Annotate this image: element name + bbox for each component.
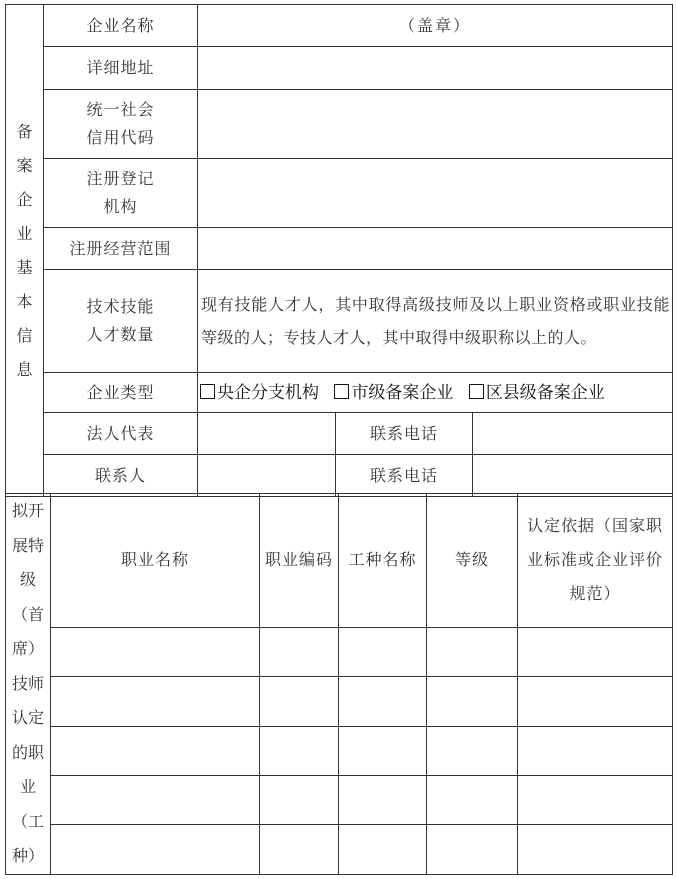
company-name-label: 企业名称 — [44, 5, 198, 47]
occupation-name-cell[interactable] — [51, 677, 260, 726]
header-trade-name: 工种名称 — [339, 494, 427, 628]
occupation-table — [5, 493, 673, 875]
level-cell[interactable] — [427, 726, 518, 775]
basic-info-table — [5, 4, 673, 497]
phone-field-1[interactable] — [473, 413, 673, 455]
occupation-name-cell[interactable] — [51, 825, 260, 874]
talent-label: 技术技能 人才数量 — [44, 270, 198, 373]
address-label: 详细地址 — [44, 47, 198, 90]
level-cell[interactable] — [427, 825, 518, 874]
basis-cell[interactable] — [518, 775, 673, 824]
credit-code-label: 统一社会 信用代码 — [44, 90, 198, 159]
header-occupation-code: 职业编码 — [260, 494, 339, 628]
level-cell[interactable] — [427, 627, 518, 676]
type-options — [198, 373, 673, 413]
occupation-code-cell[interactable] — [260, 775, 339, 824]
company-name-field[interactable] — [198, 5, 673, 47]
basis-cell[interactable] — [518, 627, 673, 676]
trade-name-cell[interactable] — [339, 775, 427, 824]
scope-label: 注册经营范围 — [44, 228, 198, 270]
header-occupation-name: 职业名称 — [51, 494, 260, 628]
legal-rep-field[interactable] — [198, 413, 336, 455]
occupation-code-cell[interactable] — [260, 825, 339, 874]
occupation-name-cell[interactable] — [51, 627, 260, 676]
occupation-name-cell[interactable] — [51, 726, 260, 775]
table-row — [6, 775, 673, 824]
basic-info-side-label: 备 案 企 业 基 本 信 息 — [6, 5, 44, 497]
stamp-note: （盖章） — [399, 15, 472, 35]
checkbox-icon[interactable] — [334, 384, 349, 399]
registry-label: 注册登记 机构 — [44, 159, 198, 228]
contact-label: 联系人 — [44, 455, 198, 497]
contact-field[interactable] — [198, 455, 336, 497]
table-row — [6, 825, 673, 874]
legal-rep-label: 法人代表 — [44, 413, 198, 455]
trade-name-cell[interactable] — [339, 677, 427, 726]
registry-field[interactable] — [198, 159, 673, 228]
address-field[interactable] — [198, 47, 673, 90]
occupation-name-cell[interactable] — [51, 775, 260, 824]
credit-code-field[interactable] — [198, 90, 673, 159]
trade-name-cell[interactable] — [339, 627, 427, 676]
talent-text[interactable]: 现有技能人才人，其中取得高级技师及以上职业资格或职业技能等级的人；专技人才人，其中取得中级职称以上的人。 — [198, 270, 673, 373]
type-option-central[interactable]: 央企分支机构 — [200, 383, 319, 403]
occupation-code-cell[interactable] — [260, 677, 339, 726]
occupation-side-label: 拟开 展特 级 （首 席） 技师 认定 的职 业 （工 种） — [6, 494, 51, 875]
header-level: 等级 — [427, 494, 518, 628]
basis-cell[interactable] — [518, 677, 673, 726]
table-row — [6, 627, 673, 676]
phone-field-2[interactable] — [473, 455, 673, 497]
occupation-code-cell[interactable] — [260, 627, 339, 676]
level-cell[interactable] — [427, 677, 518, 726]
checkbox-icon[interactable] — [469, 384, 484, 399]
type-option-city[interactable]: 市级备案企业 — [334, 383, 453, 403]
scope-field[interactable] — [198, 228, 673, 270]
basis-cell[interactable] — [518, 726, 673, 775]
checkbox-icon[interactable] — [200, 384, 215, 399]
table-row — [6, 726, 673, 775]
phone-label-1: 联系电话 — [336, 413, 473, 455]
level-cell[interactable] — [427, 775, 518, 824]
table-row — [6, 677, 673, 726]
header-basis: 认定依据（国家职 业标准或企业评价 规范） — [518, 494, 673, 628]
type-option-district[interactable]: 区县级备案企业 — [469, 383, 605, 403]
occupation-code-cell[interactable] — [260, 726, 339, 775]
trade-name-cell[interactable] — [339, 825, 427, 874]
type-label: 企业类型 — [44, 373, 198, 413]
basis-cell[interactable] — [518, 825, 673, 874]
phone-label-2: 联系电话 — [336, 455, 473, 497]
trade-name-cell[interactable] — [339, 726, 427, 775]
